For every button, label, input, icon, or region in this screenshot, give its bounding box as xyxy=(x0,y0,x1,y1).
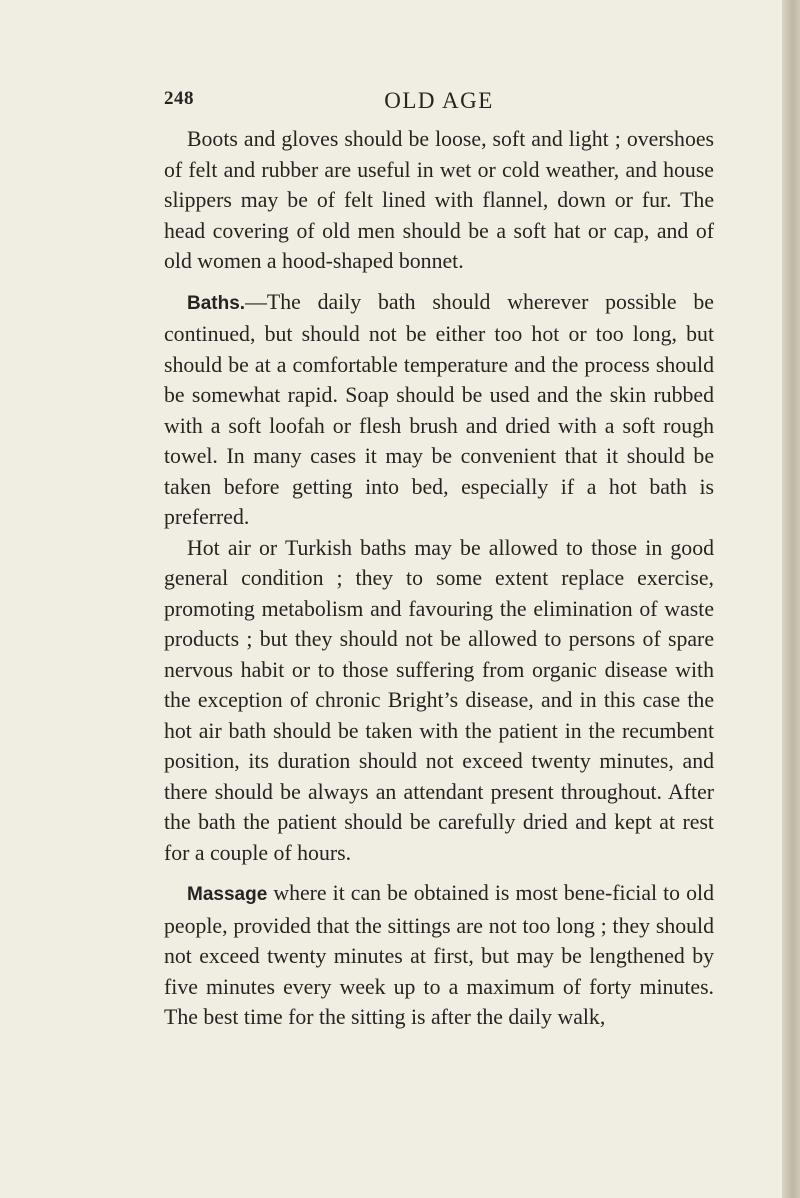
paragraph-text: Hot air or Turkish baths may be allowed to those in good general condition ; they to some extent replace exercise, promoting metabolism and favouring the elimination of waste products ; but they should not be allowed to persons of spare nervous habit or to those suffering from organic disease with the exception of chronic Bright’s disease, and in this case the hot air bath should be taken with the patient in the recumbent position, its duration should not exceed twenty minutes, and there should be always an attendant present throughout. After the bath the patient should be carefully dried and kept at rest for a couple of hours. xyxy=(164,535,714,865)
running-head: OLD AGE xyxy=(384,88,494,113)
page-edge xyxy=(782,0,800,1198)
paragraph-clothing xyxy=(164,124,714,277)
body-text xyxy=(164,124,714,1033)
paragraph-text: —The daily bath should wherever possible be continued, but should not be either too hot or too long, but should be at a comfortable temperature and the process should be somewhat rapid. Soap should be used and the skin rubbed with a soft loofah or flesh brush and dried with a soft rough towel. In many cases it may be convenient that it should be taken before getting into bed, especially if a hot bath is preferred. xyxy=(164,289,714,529)
paragraph-turkish-baths xyxy=(164,533,714,869)
page-number: 248 xyxy=(164,88,194,109)
run-in-heading-massage: Massage xyxy=(187,884,268,905)
page-header xyxy=(164,88,714,118)
paragraph-baths xyxy=(164,287,714,533)
paragraph-text: where it can be obtained is most bene-ficial to old people, provided that the sittings are not too long ; they should not exceed twenty minutes at first, but may be lengthened by five minutes every week up to a maximum of forty minutes. The best time for the sitting is after the daily walk, xyxy=(164,881,714,1029)
run-in-heading-baths: Baths. xyxy=(187,292,246,314)
paragraph-massage xyxy=(164,878,714,1033)
paragraph-text: Boots and gloves should be loose, soft and light ; overshoes of felt and rubber are useful in wet or cold weather, and house slippers may be of felt lined with flannel, down or fur. The head covering of old men should be a soft hat or cap, and of old women a hood-shaped bonnet. xyxy=(164,127,714,273)
